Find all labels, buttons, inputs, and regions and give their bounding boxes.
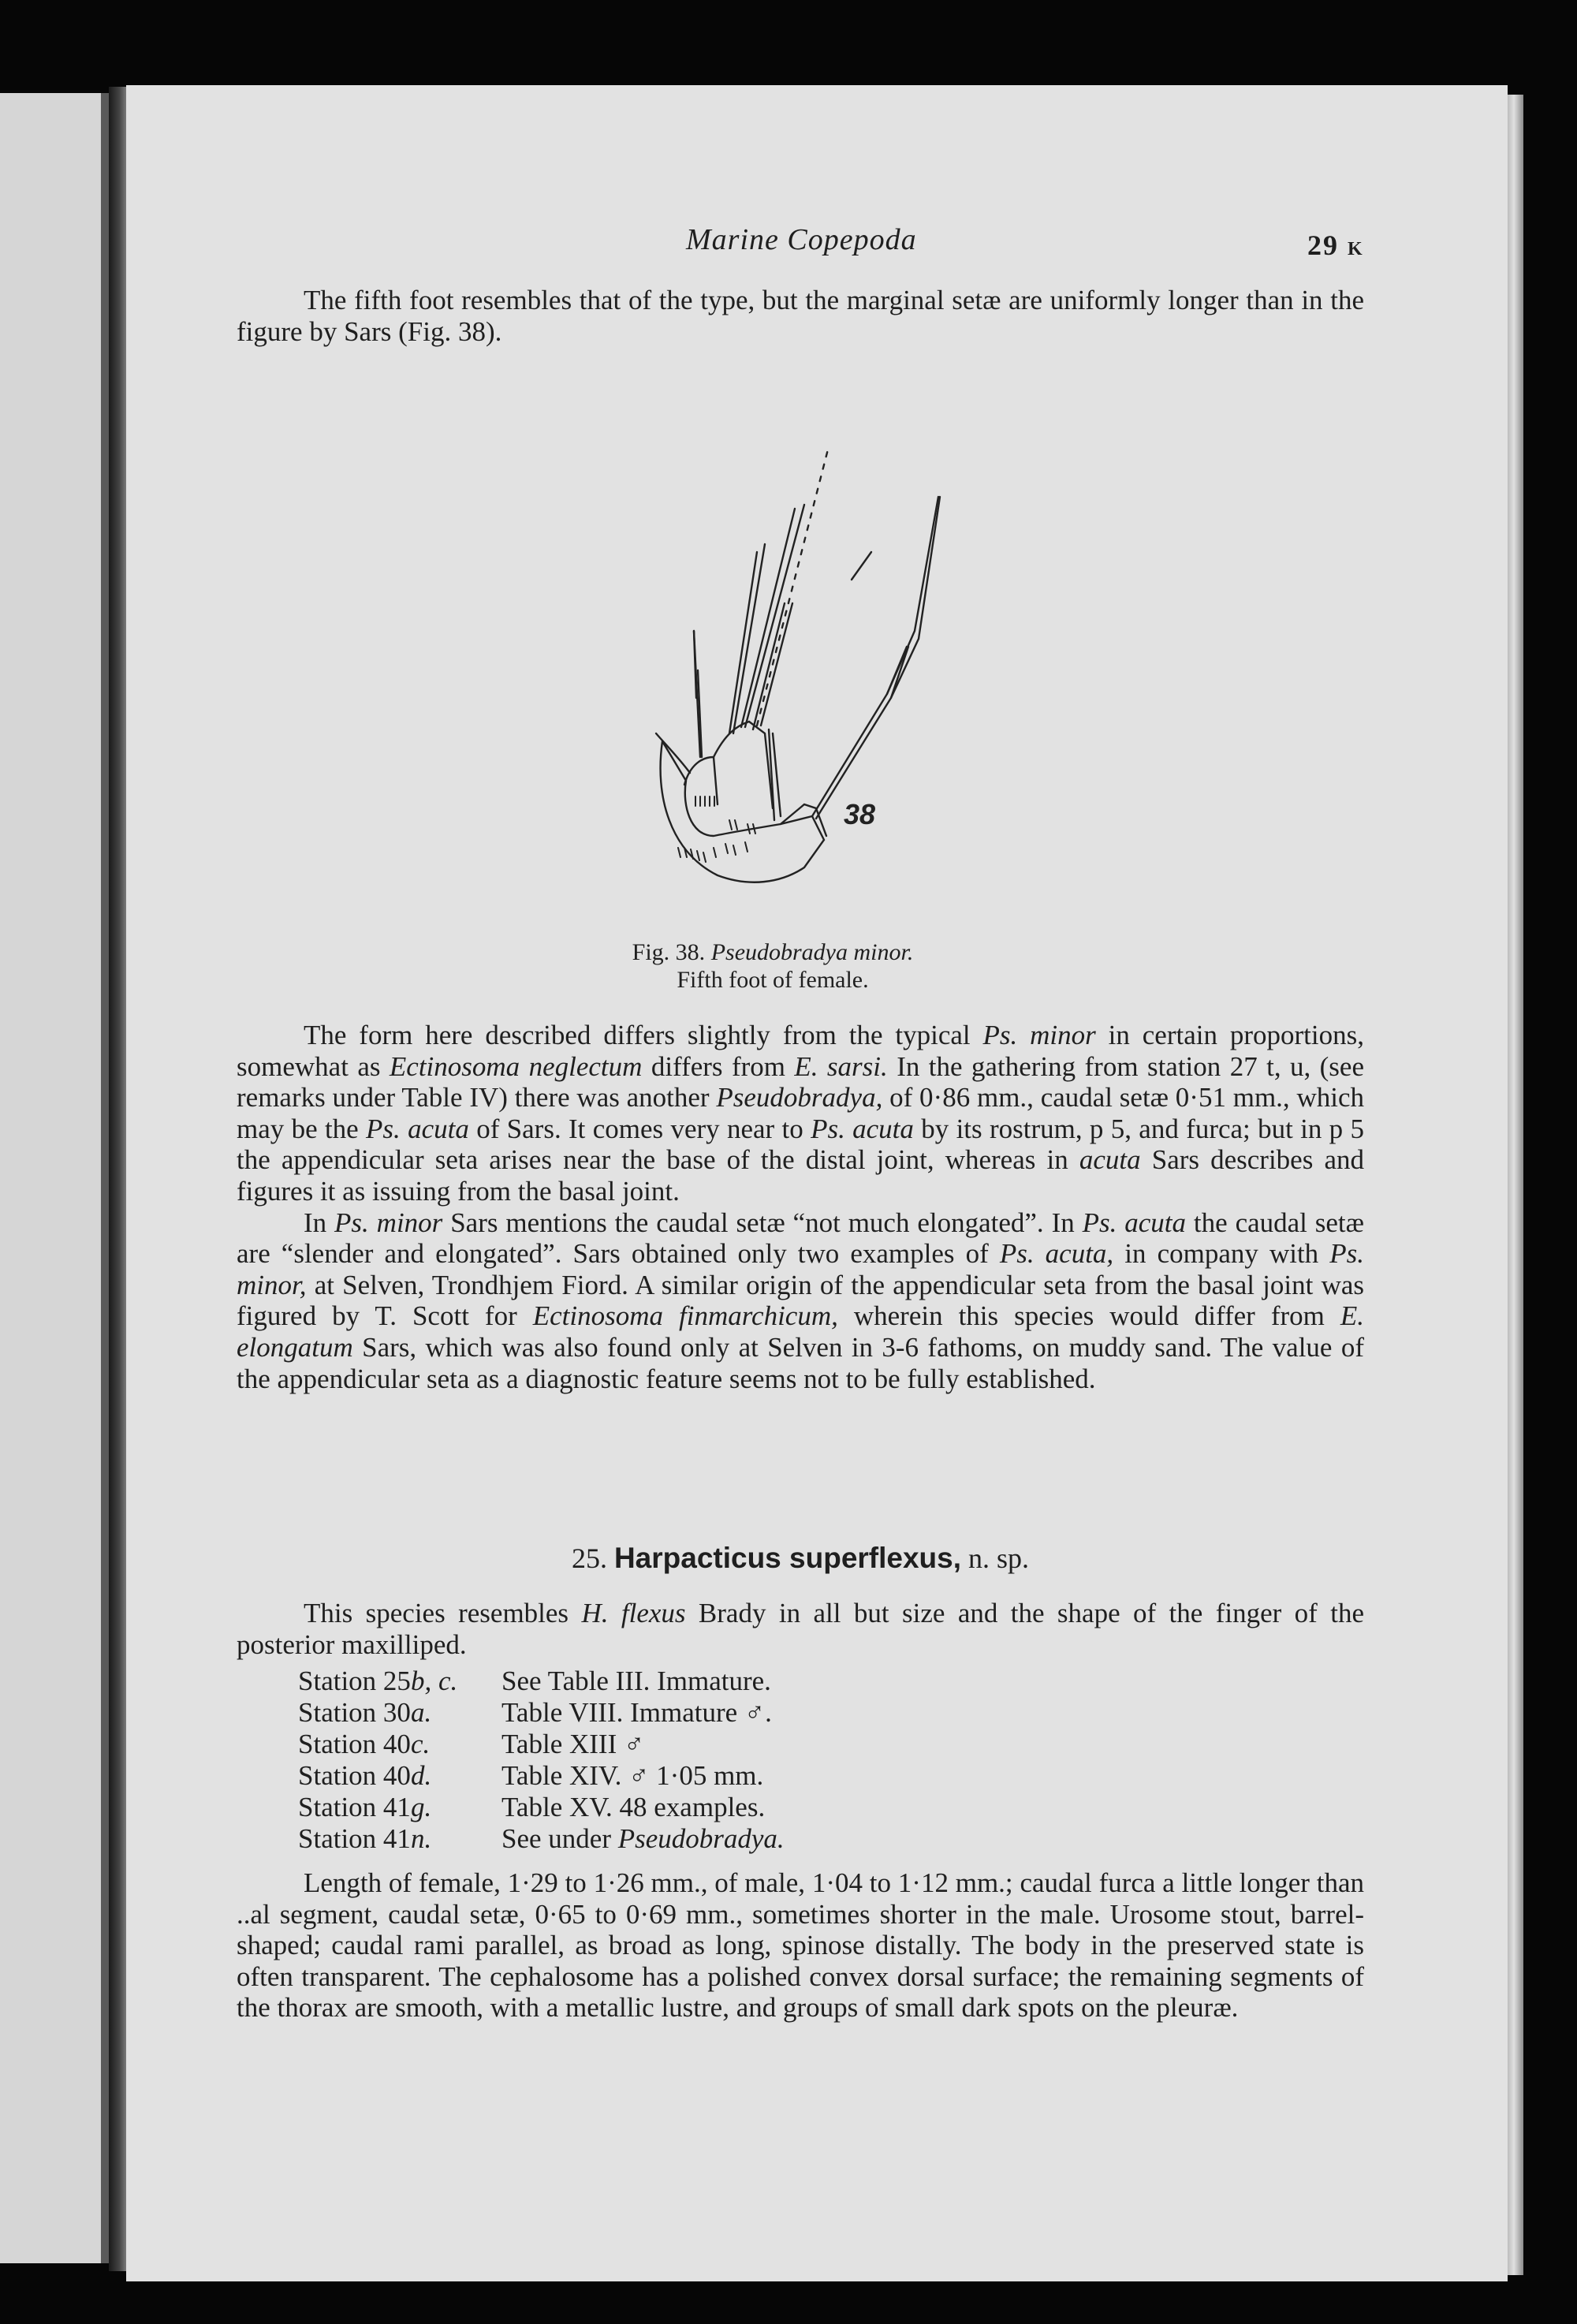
- station-row: Station 25b, c. See Table III. Immature.: [298, 1666, 771, 1696]
- station-row: Station 40d. Table XIV. ♂ 1·05 mm.: [298, 1760, 764, 1791]
- station-row: Station 30a. Table VIII. Immature ♂.: [298, 1697, 772, 1728]
- station-row: Station 41g. Table XV. 48 examples.: [298, 1792, 766, 1822]
- page-number-suffix: K: [1348, 239, 1364, 259]
- book-gutter: [109, 87, 126, 2271]
- paragraph-fifth-foot: The fifth foot resembles that of the type, but the marginal setæ are uniformly longer than in the figure by Sars (Fig. 38).: [237, 285, 1364, 347]
- station-row: Station 41n. See under Pseudobradya.: [298, 1823, 785, 1854]
- figure-38-drawing: [615, 386, 1009, 915]
- facing-page-edge: [0, 93, 109, 2263]
- paragraph-species-resembles: This species resembles H. flexus Brady in all but size and the shape of the finger of the posterior maxilliped.: [237, 1598, 1365, 1660]
- section-heading: 25. Harpacticus superflexus, n. sp.: [571, 1542, 1030, 1574]
- paragraph-length-description: Length of female, 1·29 to 1·26 mm., of male, 1·04 to 1·12 mm.; caudal furca a little longer than ..al segment, caudal setæ, 0·65 to 0·69 mm., sometimes shorter in the male. Urosome stout, barrel-shaped; caudal rami parallel, as broad as long, spinose distally. The body in the preserved state is often transparent. The cephalosome has a polished convex dorsal surface; the remaining segments of the thorax are smooth, with a metallic lustre, and groups of small dark spots on the pleuræ.: [237, 1867, 1364, 2024]
- figure-caption: [552, 938, 994, 994]
- page-edge: [1508, 95, 1523, 2275]
- station-list: [298, 1666, 785, 1855]
- station-row: Station 40c. Table XIII ♂: [298, 1729, 645, 1759]
- paragraph-form-described: The form here described differs slightly from the typical Ps. minor in certain proportions, somewhat as Ectinosoma neglectum differs from E. sarsi. In the gathering from station 27 t, u, (see remarks under Table IV) there was another Pseudobradya, of 0·86 mm., caudal setæ 0·51 mm., which may be the Ps. acuta of Sars. It comes very near to Ps. acuta by its rostrum, p 5, and furca; but in p 5 the appendicular seta arises near the base of the distal joint, whereas in acuta Sars describes and figures it as issuing from the basal joint. In Ps. minor Sars mentions the caudal setæ “not much elongated”. In Ps. acuta the caudal setæ are “slender and elongated”. Sars obtained only two examples of Ps. acuta, in company with Ps. minor, at Selven, Trondhjem Fiord. A similar origin of the appendicular seta from the basal joint was figured by T. Scott for Ectinosoma finmarchicum, wherein this species would differ from E. elongatum Sars, which was also found only at Selven in 3-6 fathoms, on muddy sand. The value of the appendicular seta as a diagnostic feature seems not to be fully established.: [237, 1020, 1365, 1394]
- figure-number-label: 38: [844, 798, 876, 830]
- running-title: Marine Copepoda: [686, 223, 917, 256]
- page-number: 29 K: [1307, 229, 1364, 261]
- caption-line-2: Fifth foot of female.: [677, 967, 869, 993]
- caption-line-1: Fig. 38. Pseudobradya minor.: [632, 939, 914, 965]
- section-title: Harpacticus superflexus,: [613, 1542, 962, 1574]
